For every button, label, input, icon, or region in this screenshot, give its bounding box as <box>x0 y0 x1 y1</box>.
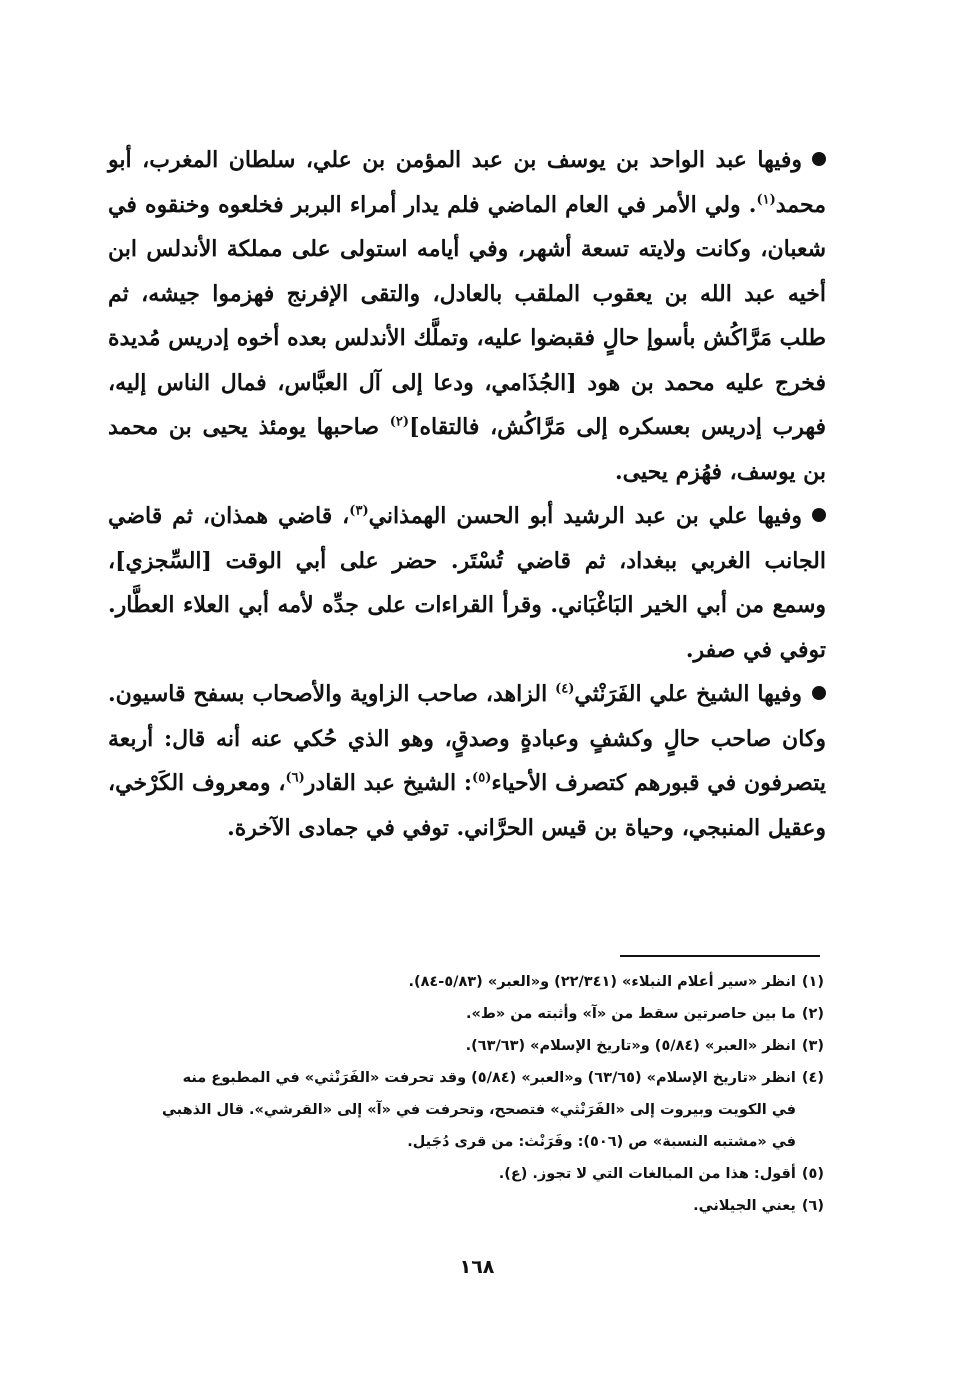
footnotes <box>108 966 824 1222</box>
paragraph-ali-hamadhani <box>108 494 826 672</box>
main-text <box>108 138 826 850</box>
footnote-number: (٤) <box>801 1070 824 1086</box>
footnote-ref: (٢) <box>389 414 410 430</box>
footnote-text: أقول: هذا من المبالغات التي لا تجوز. (ع). <box>498 1166 796 1182</box>
paragraph-abd-al-wahid <box>108 138 826 494</box>
footnote-ref: (٤) <box>555 681 575 697</box>
footnote-2 <box>108 998 824 1030</box>
page-number: ١٦٨ <box>459 1256 495 1278</box>
paragraph-text: وفيها عبد الواحد بن يوسف بن عبد المؤمن بن علي، سلطان المغرب، أبو محمد <box>108 147 826 218</box>
bullet-icon <box>812 508 826 522</box>
footnote-ref: (٦) <box>285 770 305 786</box>
footnote-3 <box>108 1030 824 1062</box>
footnote-ref: (٥) <box>472 770 492 786</box>
footnote-ref: (١) <box>756 192 776 208</box>
paragraph-text: وفيها علي بن عبد الرشيد أبو الحسن الهمذاني <box>368 503 803 529</box>
paragraph-ali-farnathi <box>108 672 826 850</box>
footnote-divider <box>620 955 820 957</box>
footnote-4-continuation: في «مشتبه النسبة» ص (٥٠٦): وفَرَنْث: من قرى دُجَيل. <box>407 1134 796 1150</box>
footnote-text: ما بين حاصرتين سقط من «آ» وأثبته من «ط». <box>465 1006 796 1022</box>
paragraph-text: : الشيخ عبد القادر <box>304 770 473 796</box>
footnote-number: (٣) <box>801 1038 824 1054</box>
paragraph-text: ، ومعروف الكَرْخي، وعقيل المنبجي، وحياة بن قيس الحرَّاني. توفي في جمادى الآخرة. <box>108 770 826 841</box>
footnote-4 <box>108 1062 824 1094</box>
footnote-text: انظر «تاريخ الإسلام» (٦٣/٦٥) و«العبر» (٥/٨٤) وقد تحرفت «الفَرَنْثي» في المطبوع منه <box>182 1070 796 1086</box>
paragraph-text: ، قاضي همذان، ثم قاضي الجانب الغربي ببغداد، ثم قاضي تُسْتَر. حضر على أبي الوقت [السِّجزي]، وسمع من أبي الخير البَاغْبَاني. وقرأ القراءات على جدِّه لأمه أبي العلاء العطَّار. توفي في صفر. <box>108 503 826 663</box>
paragraph-text: الزاهد، صاحب الزاوية والأصحاب بسفح قاسيون. وكان صاحب حالٍ وكشفٍ وعبادةٍ وصدقٍ، وهو الذي حُكي عنه أنه قال: أربعة يتصرفون في قبورهم كتصرف الأحياء <box>108 681 826 796</box>
footnote-1 <box>108 966 824 998</box>
footnote-number: (٦) <box>801 1198 824 1214</box>
paragraph-text: صاحبها يومئذ يحيى بن محمد بن يوسف، فهُزم يحيى. <box>108 414 826 485</box>
footnote-text: انظر «سير أعلام النبلاء» (٢٢/٣٤١) و«العبر» (٥/٨٣-٨٤). <box>408 974 796 990</box>
paragraph-text: . ولي الأمر في العام الماضي فلم يدار أمراء البربر فخلعوه وخنقوه في شعبان، وكانت ولايته تسعة أشهر، وفي أيامه استولى على مملكة الأندلس ابن أخيه عبد الله بن يعقوب الملقب بالعادل، والتقى الإفرنج فهزموا جيشه، ثم طلب مَرَّاكُش بأسوإ حالٍ فقبضوا عليه، وتملَّك الأندلس بعده أخوه إدريس مُديدة فخرج عليه محمد بن هود [الجُذَامي، ودعا إلى آل العبَّاس، فمال الناس إليه، فهرب إدريس بعسكره إلى مَرَّاكُش، فالتقاه] <box>108 191 826 440</box>
footnote-number: (١) <box>801 974 824 990</box>
footnote-text: انظر «العبر» (٥/٨٤) و«تاريخ الإسلام» (٦٣/٦٣). <box>465 1038 796 1054</box>
footnote-text: يعني الجيلاني. <box>693 1198 796 1214</box>
footnote-5 <box>108 1158 824 1190</box>
footnote-6 <box>108 1190 824 1222</box>
footnote-4-continuation: في الكويت وبيروت إلى «الفَرَنْثي» فتصحح، وتحرفت في «آ» إلى «القرشي». قال الذهبي <box>161 1102 796 1118</box>
footnote-number: (٥) <box>801 1166 824 1182</box>
bullet-icon <box>812 686 826 700</box>
footnote-ref: (٣) <box>349 503 369 519</box>
paragraph-text: وفيها الشيخ علي الفَرَنْثي <box>574 681 802 707</box>
footnote-number: (٢) <box>801 1006 824 1022</box>
bullet-icon <box>812 152 826 166</box>
